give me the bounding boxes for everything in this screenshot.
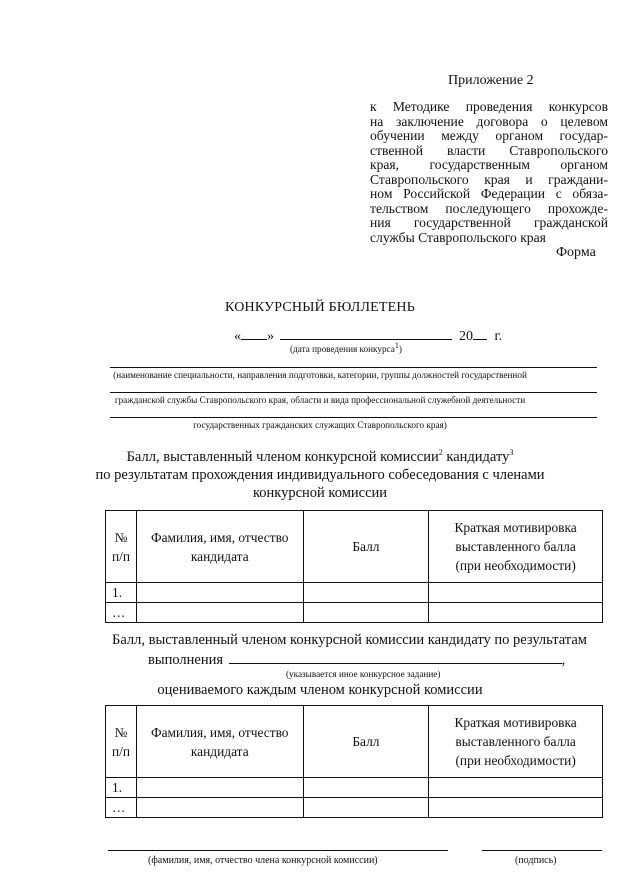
col-score-header: Балл	[303, 706, 429, 778]
score-cell[interactable]	[303, 603, 429, 623]
month-blank[interactable]	[280, 326, 452, 340]
footnote-ref: 1	[394, 340, 399, 350]
col-number-header	[106, 706, 137, 778]
date-caption	[290, 340, 402, 354]
candidate-name-cell[interactable]	[136, 778, 303, 798]
specialty-line-1[interactable]	[110, 367, 597, 368]
reason-cell[interactable]	[429, 798, 603, 818]
table-row	[106, 603, 603, 623]
year-suffix: г.	[494, 329, 503, 344]
appendix-line: обучении между органом государ-	[370, 128, 608, 143]
section2-prefix: выполнения	[148, 652, 224, 668]
signature-line[interactable]	[482, 850, 602, 851]
footnote-ref: 3	[509, 448, 514, 458]
member-name-caption: (фамилия, имя, отчество члена конкурсной комиссии)	[148, 855, 378, 866]
close-quote: »	[267, 329, 274, 344]
reason-cell[interactable]	[429, 603, 603, 623]
reason-cell[interactable]	[429, 778, 603, 798]
specialty-line-3[interactable]	[110, 417, 597, 418]
col-reason-header	[429, 706, 603, 778]
col-reason-label: Краткая мотивировка	[454, 715, 577, 730]
year-prefix: 20	[459, 329, 473, 344]
member-name-line[interactable]	[108, 850, 448, 851]
section2-line2	[148, 650, 565, 669]
specialty-line-2[interactable]	[110, 392, 597, 393]
table-header-row	[106, 511, 603, 583]
date-field	[234, 326, 502, 345]
appendix-line: Ставропольского края и граждани-	[370, 171, 608, 187]
table-row	[106, 778, 603, 798]
date-caption-text: (дата проведения конкурса	[290, 344, 395, 354]
col-name-label: кандидата	[190, 548, 249, 564]
reason-cell[interactable]	[429, 583, 603, 603]
row-number: 1.	[106, 583, 137, 603]
section2-suffix: ,	[561, 652, 566, 668]
col-reason-label: (при необходимости)	[455, 753, 576, 768]
appendix-line: ном Российской Федерации с обяза-	[370, 186, 608, 201]
col-reason-label: выставленного балла	[455, 539, 576, 554]
date-caption-end: )	[398, 344, 402, 354]
col-name-label: кандидата	[190, 743, 249, 759]
col-number-label: №	[114, 724, 128, 740]
col-reason-label: (при необходимости)	[455, 558, 576, 573]
specialty-caption-3: государственных гражданских служащих Ставропольского края)	[193, 420, 447, 430]
appendix-line: края, государственным органом	[370, 157, 608, 172]
task-blank[interactable]	[229, 650, 562, 664]
col-reason-label: выставленного балла	[455, 734, 576, 749]
row-number: …	[106, 603, 137, 623]
appendix-description	[370, 100, 608, 245]
col-name-label: Фамилия, имя, отчество	[151, 724, 289, 740]
col-score-header: Балл	[303, 511, 429, 583]
appendix-line: ственной власти Ставропольского	[370, 142, 608, 158]
section2-line3: оцениваемого каждым членом конкурсной комиссии	[157, 682, 483, 698]
col-reason-label: Краткая мотивировка	[454, 520, 577, 535]
appendix-line: на заключение договора о целевом	[370, 113, 608, 129]
col-reason-header	[429, 511, 603, 583]
col-number-label: п/п	[111, 548, 130, 564]
appendix-line: к Методике проведения конкурсов	[370, 99, 608, 114]
score-table-2	[105, 705, 603, 818]
footnote-ref: 2	[438, 448, 443, 458]
score-cell[interactable]	[303, 583, 429, 603]
row-number: …	[106, 798, 137, 818]
table-header-row	[106, 706, 603, 778]
open-quote: «	[234, 329, 241, 344]
section1-heading	[0, 448, 640, 502]
score-cell[interactable]	[303, 778, 429, 798]
row-number: 1.	[106, 778, 137, 798]
appendix-line: службы Ставропольского края	[370, 229, 546, 245]
section1-heading-b: кандидату	[442, 449, 510, 465]
signature-caption: (подпись)	[515, 855, 557, 866]
form-label: Форма	[556, 245, 596, 260]
document-title: КОНКУРСНЫЙ БЮЛЛЕТЕНЬ	[225, 300, 415, 315]
candidate-name-cell[interactable]	[136, 603, 303, 623]
score-table-1	[105, 510, 603, 623]
col-number-label: п/п	[111, 743, 130, 759]
col-name-label: Фамилия, имя, отчество	[151, 529, 289, 545]
specialty-caption-2: гражданской службы Ставропольского края, области и вида профессиональной служебной деятельности	[114, 395, 526, 405]
section1-heading-line1	[0, 448, 640, 466]
col-number-header	[106, 511, 137, 583]
day-blank[interactable]	[241, 326, 267, 340]
candidate-name-cell[interactable]	[136, 798, 303, 818]
specialty-caption-1: (наименование специальности, направления подготовки, категории, группы должностей государственной	[113, 370, 527, 380]
col-number-label: №	[114, 529, 128, 545]
appendix-line: тельством последующего прохожде-	[370, 200, 608, 216]
appendix-title: Приложение 2	[448, 73, 534, 88]
table-row	[106, 798, 603, 818]
section2-line1: Балл, выставленный членом конкурсной комиссии кандидату по результатам	[112, 632, 587, 648]
col-name-header	[136, 706, 303, 778]
task-caption: (указывается иное конкурсное задание)	[286, 669, 441, 679]
section1-heading-line2: по результатам прохождения индивидуального собеседования с членами	[95, 467, 545, 483]
section1-heading-a: Балл, выставленный членом конкурсной комиссии	[126, 449, 439, 465]
appendix-line: ния государственной гражданской	[370, 215, 608, 230]
col-name-header	[136, 511, 303, 583]
table-row	[106, 583, 603, 603]
candidate-name-cell[interactable]	[136, 583, 303, 603]
score-cell[interactable]	[303, 798, 429, 818]
year-blank[interactable]	[473, 326, 487, 340]
section1-heading-line3: конкурсной комиссии	[252, 485, 388, 501]
